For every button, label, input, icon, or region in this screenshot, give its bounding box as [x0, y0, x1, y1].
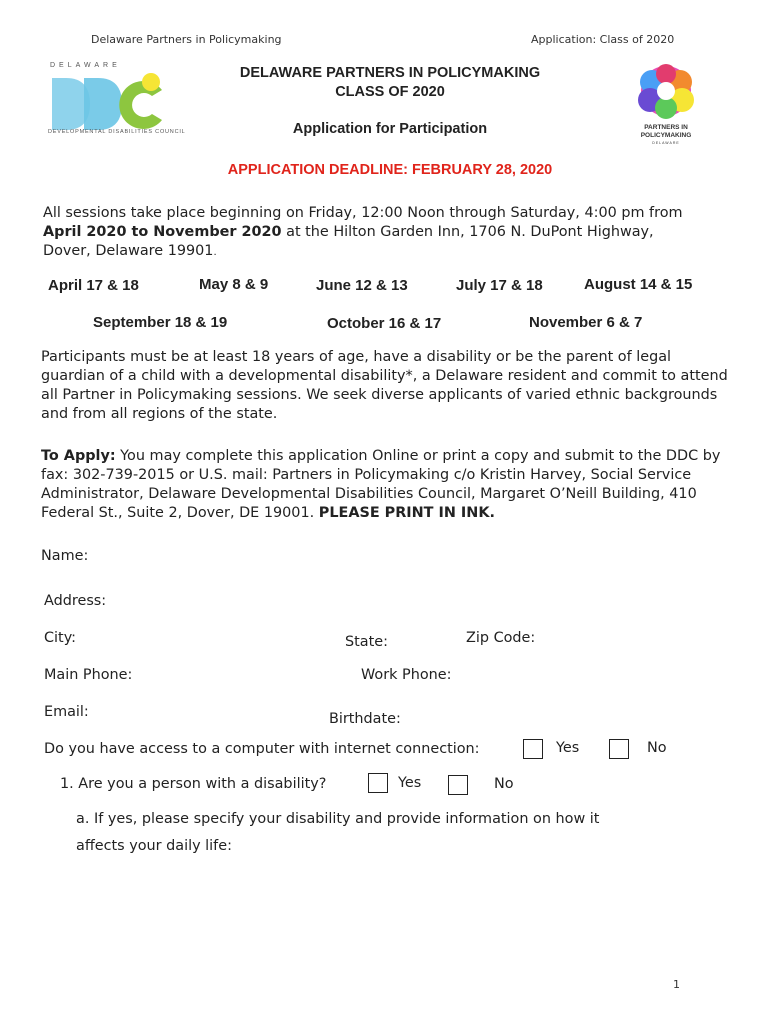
state-label: State: [345, 634, 388, 650]
disability-details-prompt: a. If yes, please specify your disability and provide information on how it [76, 811, 600, 827]
intro-paragraph [43, 204, 703, 262]
disability-yes-checkbox[interactable] [368, 773, 388, 793]
pip-logo-line2: POLICYMAKING [640, 132, 692, 139]
session-date: October 16 & 17 [327, 315, 442, 332]
session-date: June 12 & 13 [316, 277, 408, 294]
session-date: April 17 & 18 [48, 277, 139, 294]
print-in-ink-notice: PLEASE PRINT IN INK. [318, 505, 495, 521]
application-title: Application for Participation [292, 121, 488, 137]
ddc-logo [44, 62, 186, 140]
computer-access-question: Do you have access to a computer with internet connection: [44, 741, 480, 757]
disability-details-prompt-cont: affects your daily life: [76, 838, 232, 854]
intro-end: . [213, 247, 217, 258]
work-phone-label: Work Phone: [361, 667, 452, 683]
session-date: August 14 & 15 [584, 276, 693, 293]
zip-label: Zip Code: [466, 630, 536, 646]
main-phone-label: Main Phone: [44, 667, 133, 683]
session-date: November 6 & 7 [529, 314, 643, 331]
city-label: City: [44, 630, 77, 646]
deadline-notice: APPLICATION DEADLINE: FEBRUARY 28, 2020 [227, 162, 553, 178]
header-right: Application: Class of 2020 [531, 33, 675, 46]
computer-yes-checkbox[interactable] [523, 739, 543, 759]
intro-text-1: All sessions take place beginning on Friday, 12:00 Noon through Saturday, 4:00 pm from [43, 205, 683, 221]
session-date: September 18 & 19 [93, 314, 228, 331]
intro-text-2: at the Hilton Garden Inn, 1706 N. DuPont Highway, Dover, Delaware 19901 [43, 224, 654, 259]
ddc-logo-top-text: DELAWARE [50, 62, 121, 69]
address-label: Address: [44, 593, 107, 609]
disability-no-checkbox[interactable] [448, 775, 468, 795]
ddc-logo-bottom-text: DEVELOPMENTAL DISABILITIES COUNCIL [48, 129, 186, 135]
page-title: DELAWARE PARTNERS IN POLICYMAKING [239, 65, 541, 81]
page-number: 1 [673, 978, 680, 991]
email-label: Email: [44, 704, 89, 720]
session-date: May 8 & 9 [199, 276, 269, 293]
ddc-logo-letters-icon [44, 70, 170, 132]
pip-logo-line1: PARTNERS IN [644, 124, 688, 131]
header-left: Delaware Partners in Policymaking [91, 33, 282, 46]
eligibility-paragraph: Participants must be at least 18 years of age, have a disability or be the parent of legal guardian of a child with a developmental disability*, a Delaware resident and commit to attend all Partner in Policymaking sessions. We seek diverse applicants of varied ethnic backgrounds and from all regions of the state. [41, 349, 728, 422]
page-subtitle: CLASS OF 2020 [335, 84, 445, 100]
hands-circle-icon [628, 62, 704, 120]
pip-logo [628, 62, 704, 148]
pip-logo-line3: DELAWARE [652, 141, 680, 145]
apply-label: To Apply: [41, 448, 116, 464]
session-date: July 17 & 18 [456, 277, 543, 294]
computer-no-checkbox[interactable] [609, 739, 629, 759]
intro-date-range: April 2020 to November 2020 [43, 224, 282, 240]
computer-no-label: No [647, 740, 667, 756]
apply-paragraph [41, 447, 721, 523]
birthdate-label: Birthdate: [329, 711, 401, 727]
computer-yes-label: Yes [556, 740, 580, 756]
name-label: Name: [41, 548, 89, 564]
disability-question: 1. Are you a person with a disability? [60, 776, 327, 792]
disability-yes-label: Yes [398, 775, 422, 791]
apply-text: You may complete this application Online or print a copy and submit to the DDC by fax: 302-739-2015 or U.S. mail: Partners in Policymaking c/o Kristin Harvey, Social Service Administrator, Delaware Developmental Disabilities Council, Margaret O’Neill Building, 410 Federal St., Suite 2, Dover, DE 19001. [41, 448, 721, 521]
disability-no-label: No [494, 776, 514, 792]
